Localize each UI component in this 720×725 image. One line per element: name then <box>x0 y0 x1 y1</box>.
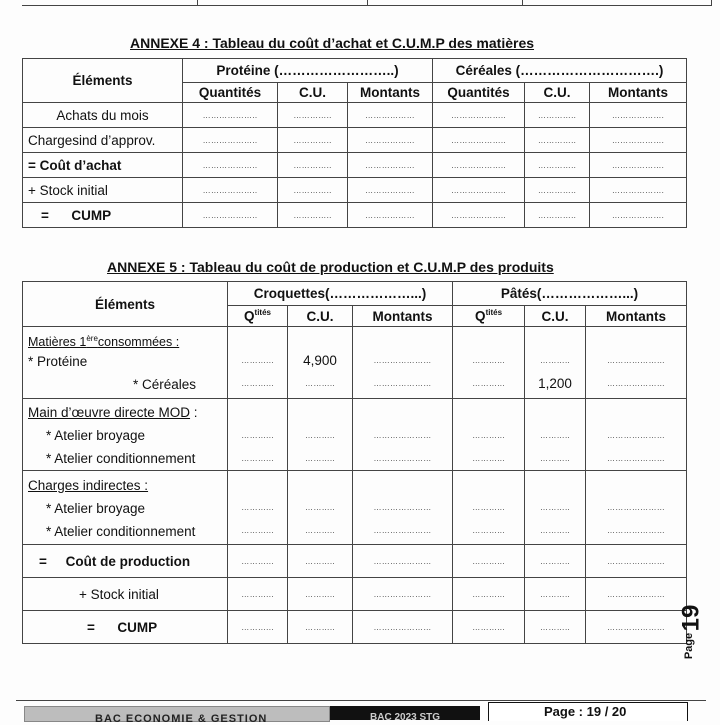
annex4-row-label: Achats du mois <box>23 103 183 128</box>
annex4-blank-cell[interactable]: ………….. <box>278 103 348 128</box>
matieres-cereales-label: * Céréales <box>133 377 197 393</box>
annex4-blank-cell[interactable]: ……………….. <box>433 128 525 153</box>
subheader-cu: C.U. <box>525 306 586 327</box>
annex5-croquettes-header: Croquettes(………………...) <box>228 282 453 306</box>
annex4-blank-cell[interactable]: ………….. <box>278 128 348 153</box>
annex4-row-label: Chargesind d’approv. <box>23 128 183 153</box>
section-mod: Main d’œuvre directe MOD : * Atelier broyage * Atelier conditionnement ………... ………... ……….. ……….. ………………… ………………… ………... ………... ……….. ……….. ………………… ………………… <box>23 399 687 471</box>
subheader-quantites: $Q^{tités}$ <box>453 306 525 327</box>
previous-table-bottom <box>22 0 712 6</box>
subheader-quantites: Quantités <box>433 83 525 103</box>
annex4-table <box>22 58 687 228</box>
annex4-blank-cell[interactable]: ……………….. <box>183 103 278 128</box>
annex5-pates-header: Pâtés(………………...) <box>453 282 687 306</box>
footer-page-block <box>488 702 688 721</box>
annex4-blank-cell[interactable]: ……………….. <box>183 153 278 178</box>
annex4-row <box>23 178 687 203</box>
annex4-blank-cell[interactable]: ………….. <box>525 178 590 203</box>
stock-initial-label: + Stock initial <box>23 578 228 611</box>
annex4-blank-cell[interactable]: ……………… <box>348 203 433 228</box>
annex4-row-label: + Stock initial <box>23 178 183 203</box>
subheader-montants: Montants <box>353 306 453 327</box>
annex4-row <box>23 203 687 228</box>
charges-broyage-label: * Atelier broyage <box>46 501 146 516</box>
row-cout-production: = Coût de production ………... ……….. ………………… ………... ……….. ………………… <box>23 545 687 578</box>
cump-label: = CUMP <box>23 611 228 644</box>
footer-left-block: BAC ECONOMIE & GESTION <box>24 706 330 722</box>
annex4-blank-cell[interactable]: ………….. <box>278 203 348 228</box>
row-stock-initial: + Stock initial ………... ……….. ………………… ………... ……….. ………………… <box>23 578 687 611</box>
annex4-blank-cell[interactable]: ………….. <box>525 153 590 178</box>
cereales-cu-value: 1,200 <box>538 376 572 391</box>
section-matieres: Matières 1èreconsommées : * Protéine * Céréales ………... ………... 4,900 ……….. ………………… ………………… ………... ………... ……….. 1,200 ………………… ………………… <box>23 327 687 399</box>
footer-divider <box>16 700 706 701</box>
annex4-row <box>23 153 687 178</box>
matieres-proteine-label: * Protéine <box>28 354 88 370</box>
annex4-blank-cell[interactable]: ……………….. <box>433 153 525 178</box>
annex5-title: ANNEXE 5 : Tableau du coût de production et C.U.M.P des produits <box>107 259 554 275</box>
annex4-blank-cell[interactable]: ……………… <box>348 153 433 178</box>
mod-broyage-label: * Atelier broyage <box>46 428 146 443</box>
mod-heading: Main d’œuvre directe MOD : <box>28 405 198 420</box>
annex4-blank-cell[interactable]: ………………. <box>590 103 687 128</box>
annex4-blank-cell[interactable]: ………….. <box>525 103 590 128</box>
annex4-blank-cell[interactable]: ……………….. <box>183 203 278 228</box>
annex4-row <box>23 103 687 128</box>
subheader-quantites: $Q^{tités}$ <box>228 306 288 327</box>
annex4-elements-header: Éléments <box>23 59 183 103</box>
annex4-blank-cell[interactable]: ……………… <box>348 178 433 203</box>
annex4-blank-cell[interactable]: ……………….. <box>433 203 525 228</box>
annex4-blank-cell[interactable]: ……………….. <box>433 178 525 203</box>
annex4-proteine-header: Protéine (……………………..) <box>183 59 433 83</box>
subheader-montants: Montants <box>586 306 687 327</box>
annex4-blank-cell[interactable]: ………….. <box>278 153 348 178</box>
mod-conditionnement-label: * Atelier conditionnement <box>46 451 196 466</box>
annex4-blank-cell[interactable]: ………………. <box>590 178 687 203</box>
subheader-cu: C.U. <box>288 306 353 327</box>
proteine-cu-value: 4,900 <box>303 353 337 368</box>
cout-production-label: = Coût de production <box>23 545 228 578</box>
annex4-blank-cell[interactable]: ………………. <box>590 153 687 178</box>
annex4-blank-cell[interactable]: ……………….. <box>183 128 278 153</box>
annex5-table <box>22 281 687 644</box>
annex4-blank-cell[interactable]: ………………. <box>590 203 687 228</box>
section-charges-indirectes: Charges indirectes : * Atelier broyage * Atelier conditionnement ………... ………... ……….. ……….. ………………… ………………… ………... ………... ……….. ……….. ………………… ………………… <box>23 471 687 545</box>
subheader-cu: C.U. <box>525 83 590 103</box>
subheader-montants: Montants <box>590 83 687 103</box>
charges-conditionnement-label: * Atelier conditionnement <box>46 524 196 539</box>
annex4-row <box>23 128 687 153</box>
subheader-quantites: Quantités <box>183 83 278 103</box>
page-number-mark: 19 Page <box>677 604 705 660</box>
annex4-blank-cell[interactable]: ……………… <box>348 103 433 128</box>
annex4-title: ANNEXE 4 : Tableau du coût d’achat et C.U.M.P des matières <box>130 35 535 51</box>
annex4-blank-cell[interactable]: ………….. <box>525 128 590 153</box>
footer-page-label: Page : 19 / 20 <box>544 704 627 719</box>
annex4-blank-cell[interactable]: ……………….. <box>433 103 525 128</box>
annex4-blank-cell[interactable]: ……………….. <box>183 178 278 203</box>
subheader-montants: Montants <box>348 83 433 103</box>
subheader-cu: C.U. <box>278 83 348 103</box>
annex4-row-label: = CUMP <box>23 203 183 228</box>
annex4-row-label: = Coût d’achat <box>23 153 183 178</box>
matieres-heading: Matières 1èreconsommées : <box>28 334 180 350</box>
row-cump: = CUMP ………... ……….. ………………… ………... ……….. ………………… <box>23 611 687 644</box>
charges-heading: Charges indirectes : <box>28 478 149 493</box>
annex4-blank-cell[interactable]: ………………. <box>590 128 687 153</box>
annex4-blank-cell[interactable]: ………….. <box>278 178 348 203</box>
annex4-cereales-header: Céréales (………………………….) <box>433 59 687 83</box>
footer-mid-block: BAC 2023 STG <box>330 706 480 720</box>
annex5-elements-header: Éléments <box>23 282 228 327</box>
annex4-blank-cell[interactable]: ………….. <box>525 203 590 228</box>
annex4-blank-cell[interactable]: ……………… <box>348 128 433 153</box>
